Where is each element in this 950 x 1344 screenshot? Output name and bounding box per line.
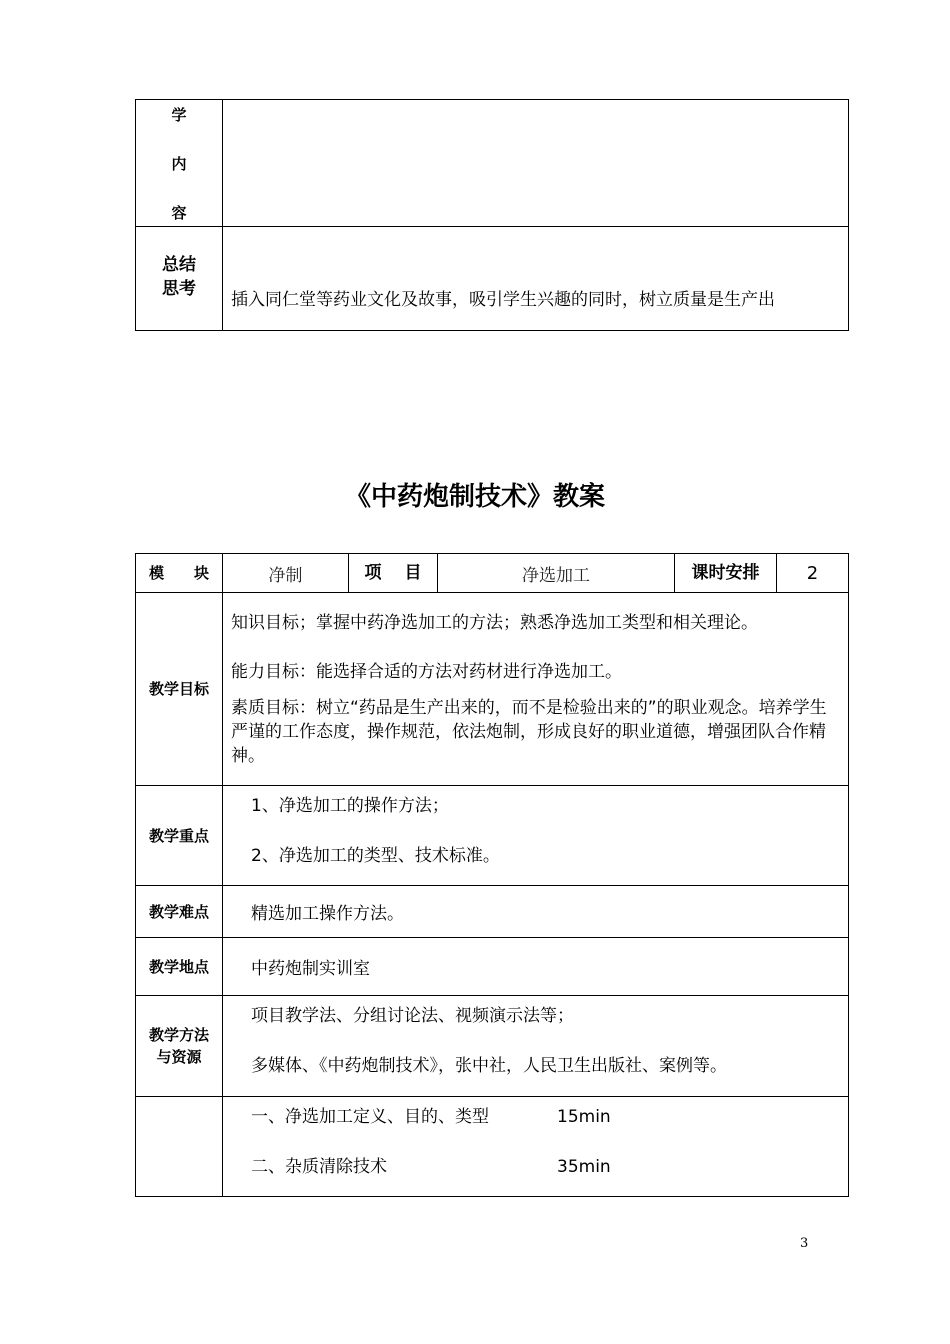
resources-line: 多媒体、《中药炮制技术》，张中社，人民卫生出版社、案例等。 <box>251 1056 727 1076</box>
module-value: 净制 <box>223 554 349 593</box>
difficulty-label: 教学难点 <box>136 886 223 938</box>
key-point-item: 2、净选加工的类型、技术标准。 <box>251 846 500 866</box>
summary-text <box>223 227 849 331</box>
quality-objective: 素质目标：树立“药品是生产出来的，而不是检验出来的”的职业观念。培养学生严谨的工作态度，操作规范，依法炮制，形成良好的职业道德，增强团队合作精神。 <box>231 698 827 766</box>
summary-text-content: 插入同仁堂等药业文化及故事，吸引学生兴趣的同时，树立质量是生产出 <box>231 290 775 310</box>
methods-line: 项目教学法、分组讨论法、视频演示法等； <box>251 1006 574 1026</box>
content-cell <box>223 100 849 227</box>
methods-row <box>136 996 849 1097</box>
schedule-label-cell <box>136 1097 223 1197</box>
location-text: 中药炮制实训室 <box>223 938 849 996</box>
location-label: 教学地点 <box>136 938 223 996</box>
hours-value: 2 <box>777 554 849 593</box>
schedule-item <box>251 1105 842 1129</box>
project-value: 净选加工 <box>438 554 675 593</box>
schedule-time: 15min <box>557 1107 611 1127</box>
key-points-content <box>223 786 849 886</box>
schedule-content <box>223 1097 849 1197</box>
key-points-row <box>136 786 849 886</box>
key-points-label: 教学重点 <box>136 786 223 886</box>
content-label-cell <box>136 100 223 227</box>
schedule-row <box>136 1097 849 1197</box>
continued-lesson-table <box>135 99 849 331</box>
ability-objective: 能力目标：能选择合适的方法对药材进行净选加工。 <box>231 662 622 682</box>
document-title: 《中药炮制技术》教案 <box>344 482 605 512</box>
difficulty-row <box>136 886 849 938</box>
schedule-topic: 二、杂质清除技术 <box>251 1157 387 1177</box>
methods-content <box>223 996 849 1097</box>
module-label: 模 块 <box>136 554 223 593</box>
content-label-char: 内 <box>171 155 187 173</box>
objectives-content <box>223 593 849 786</box>
summary-row <box>136 227 849 331</box>
methods-label-line: 与资源 <box>156 1048 202 1066</box>
key-point-item: 1、净选加工的操作方法； <box>251 796 449 816</box>
schedule-time: 35min <box>557 1157 611 1177</box>
knowledge-objective: 知识目标；掌握中药净选加工的方法；熟悉净选加工类型和相关理论。 <box>231 613 758 633</box>
objectives-row <box>136 593 849 786</box>
summary-label-line: 总结 <box>162 255 196 275</box>
schedule-topic: 一、净选加工定义、目的、类型 <box>251 1107 489 1127</box>
methods-label-line: 教学方法 <box>148 1026 209 1044</box>
difficulty-text: 精选加工操作方法。 <box>223 886 849 938</box>
content-label-char: 容 <box>171 204 187 222</box>
location-row <box>136 938 849 996</box>
header-row <box>136 554 849 593</box>
project-label: 项 目 <box>349 554 438 593</box>
schedule-item <box>251 1155 842 1179</box>
methods-label <box>136 996 223 1097</box>
summary-label <box>136 227 223 331</box>
lesson-plan-table <box>135 553 849 1197</box>
content-row <box>136 100 849 227</box>
objectives-label: 教学目标 <box>136 593 223 786</box>
hours-label: 课时安排 <box>675 554 777 593</box>
summary-label-line: 思考 <box>162 279 196 299</box>
page-number: 3 <box>800 1236 809 1251</box>
content-label-char: 学 <box>171 106 187 124</box>
